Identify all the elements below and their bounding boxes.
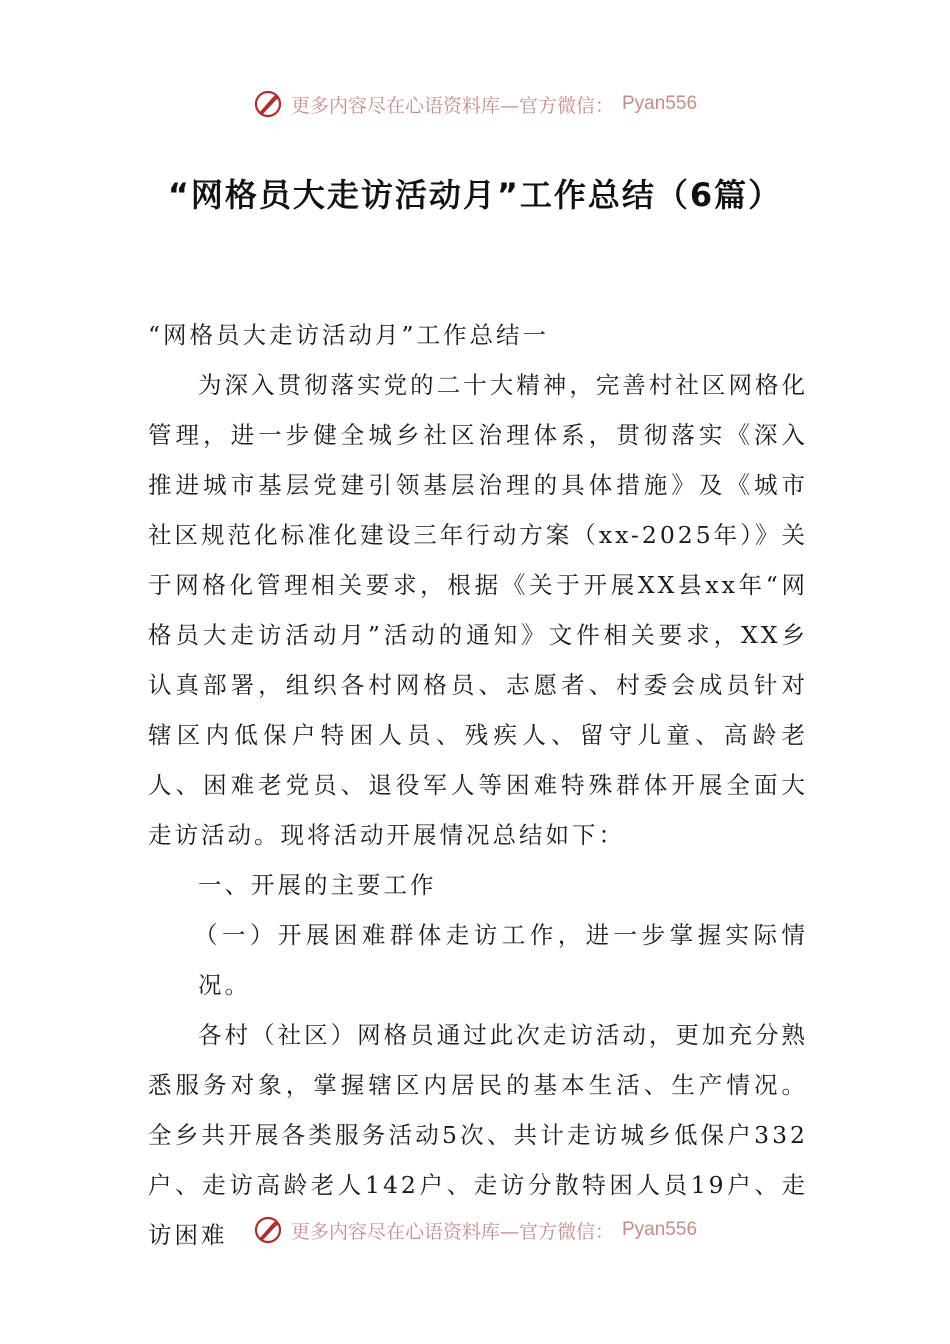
heading-main-work: 一、开展的主要工作: [198, 871, 437, 899]
header-watermark: [0, 84, 950, 124]
watermark-text: 更多内容尽在心语资料库—官方微信：: [290, 1220, 614, 1243]
watermark-wechat-id: Pyan556: [622, 93, 698, 114]
subheading-visits: （一）开展困难群体走访工作，进一步掌握实际情况。: [194, 921, 808, 999]
watermark-wechat-id: Pyan556: [622, 1219, 698, 1240]
document-title: “网格员大走访活动月”工作总结（6篇）: [167, 176, 783, 214]
section-title: “网格员大走访活动月”工作总结一: [148, 321, 550, 349]
document-body: [148, 310, 808, 1260]
paragraph-intro: 为深入贯彻落实党的二十大精神，完善村社区网格化管理，进一步健全城乡社区治理体系，贯彻落实《深入推进城市基层党建引领基层治理的具体措施》及《城市社区规范化标准化建设三年行动方案（xx-2025年）》关于网格化管理相关要求，根据《关于开展XX县xx年“网格员大走访活动月”活动的通知》文件相关要求，XX乡认真部署，组织各村网格员、志愿者、村委会成员针对辖区内低保户特困人员、残疾人、留守儿童、高龄老人、困难老党员、退役军人等困难特殊群体开展全面大走访活动。现将活动开展情况总结如下：: [148, 371, 808, 849]
watermark-text: 更多内容尽在心语资料库—官方微信：: [290, 94, 614, 117]
pen-circle-icon: [253, 1215, 283, 1245]
pen-circle-icon: [253, 89, 283, 119]
footer-watermark: [0, 1210, 950, 1250]
paragraph-visits: 各村（社区）网格员通过此次走访活动，更加充分熟悉服务对象，掌握辖区内居民的基本生活、生产情况。全乡共开展各类服务活动5次、共计走访城乡低保户332户、走访高龄老人142户、走访分散特困人员19户、走访困难: [148, 1021, 808, 1249]
